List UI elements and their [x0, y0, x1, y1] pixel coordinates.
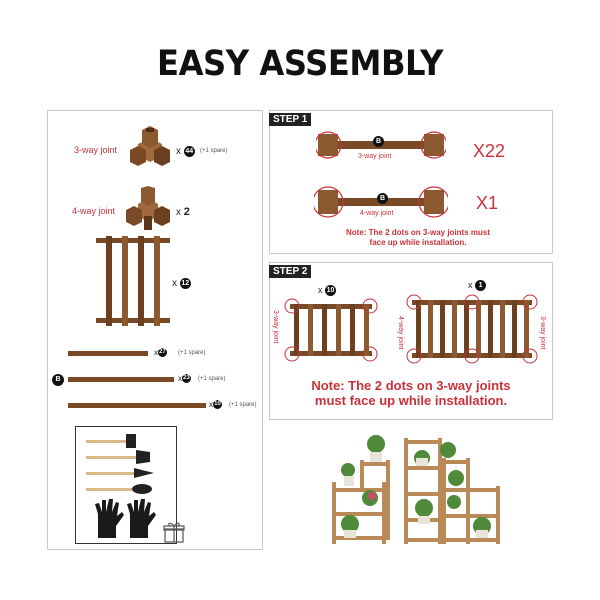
bar-long	[68, 403, 206, 408]
shelf-panel-image	[96, 236, 170, 326]
qty-badge: 27	[159, 349, 166, 356]
step1-note: Note: The 2 dots on 3-way joints must face up while installation.	[345, 228, 490, 247]
bar-short-qty	[154, 348, 167, 357]
qty-badge: 1	[475, 280, 486, 291]
qty-prefix: x	[468, 280, 473, 290]
step2-right-side-label-right: 3-way joint	[539, 316, 546, 350]
step2-right-side-label-left: 4-way joint	[397, 316, 404, 350]
bar-medium-spare: (+1 spare)	[198, 376, 226, 382]
qty-prefix: x	[209, 400, 213, 409]
step1-row2-label: 4-way joint	[360, 210, 394, 217]
qty-prefix: x	[172, 278, 177, 290]
qty-badge: 23	[183, 375, 190, 382]
qty-badge: 10	[214, 401, 221, 408]
qty-badge: 44	[185, 148, 194, 155]
qty-value: 2	[183, 206, 190, 218]
qty-badge: 10	[326, 287, 335, 295]
step1-tag: STEP 1	[269, 113, 311, 126]
step2-right-qty	[468, 280, 486, 291]
joint4-label: 4-way joint	[72, 206, 116, 216]
page-title: EASY ASSEMBLY	[157, 44, 443, 84]
qty-prefix: x	[176, 146, 181, 158]
step2-right-frame	[406, 294, 538, 364]
joint4-qty	[176, 206, 190, 218]
bar-long-spare: (+1 spare)	[229, 402, 257, 408]
step1-row2-count: X1	[476, 193, 499, 213]
step2-left-side-label: 3-way joint	[272, 310, 279, 344]
qty-prefix: x	[154, 348, 158, 357]
step1-row2-marker: B	[377, 193, 388, 204]
joint3-label: 3-way joint	[74, 145, 118, 155]
qty-prefix: x	[318, 285, 323, 295]
qty-badge: 12	[181, 280, 190, 287]
bar-short	[68, 351, 148, 356]
joint3-spare: (+1 spare)	[200, 148, 228, 154]
step1-row1-marker: B	[373, 136, 384, 147]
step2-tag: STEP 2	[269, 265, 311, 278]
step2-note: Note: The 2 dots on 3-way joints must face up while installation.	[311, 378, 511, 408]
step1-row1-label: 3-way joint	[358, 153, 392, 160]
qty-prefix: x	[178, 374, 182, 383]
step2-left-frame	[284, 298, 378, 362]
garden-tools-image	[84, 432, 166, 496]
step2-left-qty	[318, 285, 336, 296]
bar-b-marker: B	[52, 374, 64, 386]
joint3-qty	[176, 146, 195, 157]
step1-row1-count: X22	[473, 141, 506, 161]
product-photo-plant-stand	[326, 430, 502, 546]
bar-medium-qty	[178, 374, 191, 383]
bar-medium	[68, 377, 174, 382]
joint4-icon	[126, 186, 170, 230]
joint3-icon	[128, 126, 170, 170]
bar-long-qty	[209, 400, 222, 409]
gloves-icon	[92, 498, 158, 540]
gift-icon	[163, 521, 185, 543]
qty-prefix: x	[176, 207, 181, 218]
bar-short-spare: (+1 spare)	[178, 350, 206, 356]
shelf-qty	[172, 278, 191, 289]
